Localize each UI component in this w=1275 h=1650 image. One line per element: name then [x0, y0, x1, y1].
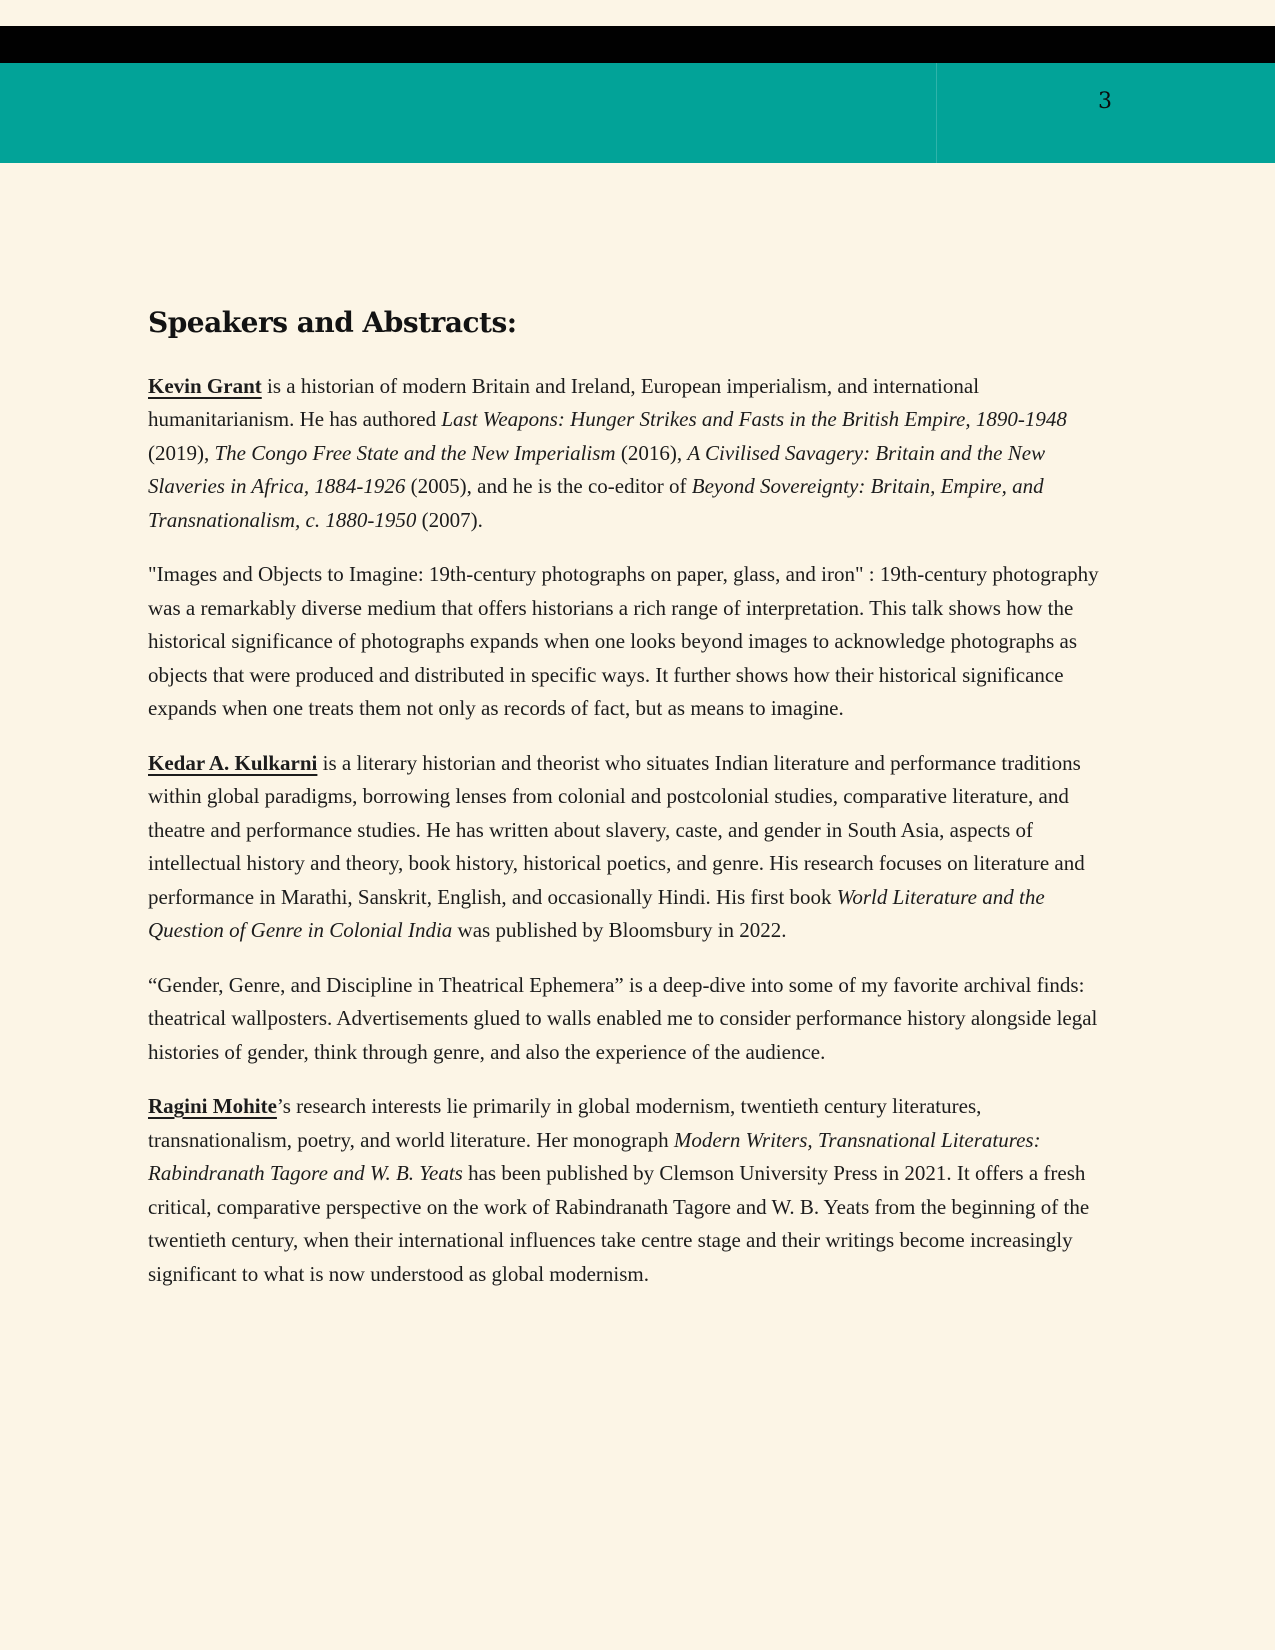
text-run: was published by Bloomsbury in 2022.: [452, 918, 787, 943]
text-run: Modern Writers, Transnational Literatures: Rabindranath Tagore and W. B. Yeats: [148, 1127, 1041, 1186]
speaker-name: Ragini Mohite: [148, 1094, 277, 1119]
speakers-abstracts-section: [148, 306, 1106, 1291]
section-heading: Speakers and Abstracts:: [148, 306, 517, 339]
text-run: "Images and Objects to Imagine: 19th-century photographs on paper, glass, and iron" : 19th-century photography was a remarkably diverse medium that offers historians a rich range of interpretation. This talk shows how the historical significance of photographs expands when one looks beyond images to acknowledge photographs as objects that were produced and distributed in specific ways. It further shows how their historical significance expands when one treats them not only as records of fact, but as means to imagine.: [148, 562, 1099, 721]
speaker-name: Kedar A. Kulkarni: [148, 750, 318, 775]
text-run: World Literature and the Question of Genre in Colonial India: [148, 884, 1045, 943]
speaker-name: Kevin Grant: [148, 373, 262, 398]
paragraph: [148, 370, 1106, 538]
text-run: Last Weapons: Hunger Strikes and Fasts in the British Empire, 1890-1948: [441, 407, 1067, 432]
paragraph: [148, 1090, 1106, 1291]
text-run: (2005), and he is the co-editor of: [405, 474, 692, 499]
paragraph-list: [148, 370, 1106, 1292]
text-run: is a historian of modern Britain and Ireland, European imperialism, and international humanitarianism. He has authored: [148, 373, 980, 432]
text-run: (2007).: [416, 507, 483, 532]
teal-header-band: [0, 63, 1275, 163]
text-run: Beyond Sovereignty: Britain, Empire, and Transnationalism, c. 1880-1950: [148, 474, 1044, 532]
render-seam: [936, 63, 937, 163]
text-run: (2016),: [615, 440, 688, 465]
paragraph: [148, 969, 1106, 1070]
text-run: (2019),: [148, 440, 215, 465]
page-number: 3: [1098, 89, 1112, 114]
paragraph: [148, 558, 1106, 726]
text-run: ’s research interests lie primarily in global modernism, twentieth century literatures, transnationalism, poetry, and world literature. Her monograph: [148, 1094, 982, 1152]
text-run: has been published by Clemson University Press in 2021. It offers a fresh critical, comparative perspective on the work of Rabindranath Tagore and W. B. Yeats from the beginning of the twentieth century, when their international influences take centre stage and their writings become increasingly significant to what is now understood as global modernism.: [148, 1161, 1090, 1286]
text-run: “Gender, Genre, and Discipline in Theatrical Ephemera” is a deep-dive into some of my favorite archival finds: theatrical wallposters. Advertisements glued to walls enabled me to consider performance history alongside legal histories of gender, think through genre, and also the experience of the audience.: [148, 972, 1098, 1064]
top-black-bar: [0, 26, 1275, 63]
paragraph: [148, 747, 1106, 948]
text-run: The Congo Free State and the New Imperialism: [214, 440, 616, 465]
text-run: is a literary historian and theorist who situates Indian literature and performance traditions within global paradigms, borrowing lenses from colonial and postcolonial studies, comparative literature, and theatre and performance studies. He has written about slavery, caste, and gender in South Asia, aspects of intellectual history and theory, book history, historical poetics, and genre. His research focuses on literature and performance in Marathi, Sanskrit, English, and occasionally Hindi. His first book: [148, 750, 1085, 909]
text-run: A Civilised Savagery: Britain and the New Slaveries in Africa, 1884-1926: [148, 440, 1046, 499]
